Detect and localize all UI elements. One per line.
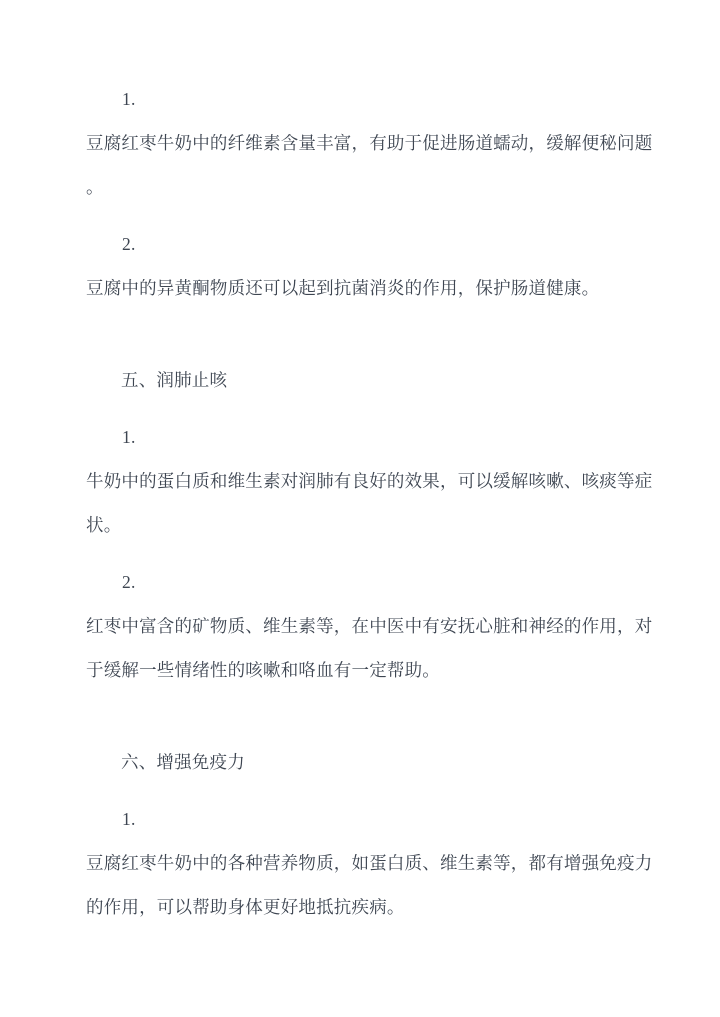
body-line: 于缓解一些情绪性的咳嗽和咯血有一定帮助。 (86, 660, 440, 680)
list-number: 1. (122, 89, 136, 109)
list-number: 2. (122, 572, 136, 592)
list-number: 2. (122, 234, 136, 254)
body-line: 状。 (86, 515, 122, 535)
body-line: 豆腐红枣牛奶中的纤维素含量丰富，有助于促进肠道蠕动，缓解便秘问题 (86, 133, 653, 153)
body-line: 豆腐中的异黄酮物质还可以起到抗菌消炎的作用，保护肠道健康。 (86, 278, 600, 298)
section-heading: 五、润肺止咳 (121, 370, 228, 390)
body-line: 牛奶中的蛋白质和维生素对润肺有良好的效果，可以缓解咳嗽、咳痰等症 (86, 471, 653, 491)
body-line: 豆腐红枣牛奶中的各种营养物质，如蛋白质、维生素等，都有增强免疫力 (86, 853, 653, 873)
section-heading: 六、增强免疫力 (121, 752, 245, 772)
body-line: 的作用，可以帮助身体更好地抵抗疾病。 (86, 897, 405, 917)
body-line: 红枣中富含的矿物质、维生素等，在中医中有安抚心脏和神经的作用，对 (86, 616, 653, 636)
list-number: 1. (122, 427, 136, 447)
body-line: 。 (86, 177, 104, 197)
list-number: 1. (122, 809, 136, 829)
